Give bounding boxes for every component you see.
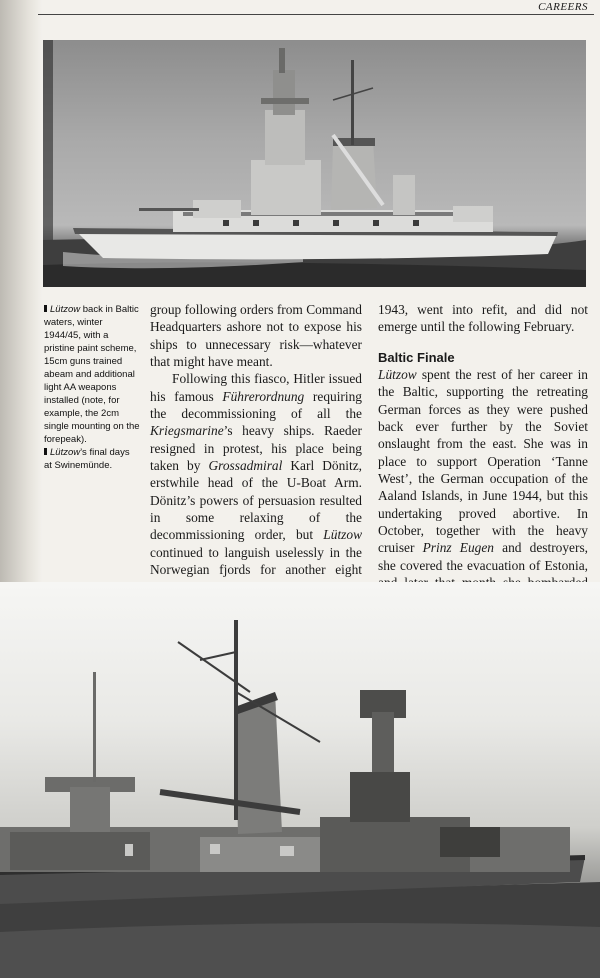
text-run: continued to languish uselessly in the Norwegian fjords for another eight	[150, 544, 362, 578]
caption-bullet-icon	[44, 305, 47, 312]
caption-text: back in Baltic waters, winter 1944/45, with a pristine paint scheme, 15cm guns trained abeam and additional light AA weapons installed (note, for example, the 2cm single mounting on the forepeak).	[44, 304, 140, 445]
text-run: and destroyers, she covered the evacuation of Estonia,	[378, 540, 589, 573]
text-run: Following this fiasco, Hitler issued his famous	[150, 371, 362, 404]
body-paragraph-2-continued: 1943, went into refit, and did not emerge until the following February.	[378, 302, 588, 335]
caption-text: ’s final days at Swinemünde.	[44, 447, 130, 471]
text-run-italic: Grossadmiral	[208, 458, 283, 474]
running-head: CAREERS	[538, 1, 588, 13]
caption-paragraph-1	[44, 303, 140, 446]
body-paragraph-2	[150, 370, 362, 613]
text-run-italic: Kriegsmarine	[150, 423, 224, 439]
ship-photo-top-drawing	[43, 40, 586, 287]
caption-bullet-icon	[44, 448, 47, 455]
caption-ship-name: Lützow	[50, 447, 81, 458]
text-run: spent the rest of her career in the Baltic, supporting the retreating German forces as they were pushed back ever further by the Soviet onslaught from the east. She was in place to support Operation ‘Tanne West’, the German occupation of the Aaland Islands, in June 1944, but this undertaking proved abortive. In October, together with the heavy cruiser	[378, 367, 588, 556]
ship-photo-bottom	[0, 582, 600, 978]
text-run-italic: Lützow	[323, 527, 362, 543]
body-paragraph-3	[378, 366, 588, 609]
caption-ship-name: Lützow	[50, 304, 81, 315]
text-run-italic: Prinz Eugen	[422, 540, 494, 556]
text-run-italic: Führerordnung	[222, 388, 305, 404]
header-rule	[38, 14, 594, 15]
body-column-2	[378, 301, 588, 609]
body-paragraph-1: group following orders from Command Headquarters ashore not to expose his ships to unnecessary risk—whatever that might have meant.	[150, 302, 362, 370]
text-run: Karl Dönitz, erstwhile head of the U-Boat Arm. Dönitz’s powers of persuasion resulted in some relaxing of the decommissioning order, but	[150, 458, 362, 543]
section-heading: Baltic Finale	[378, 349, 455, 365]
photo-caption	[44, 303, 140, 472]
caption-paragraph-2	[44, 446, 140, 472]
ship-photo-bottom-drawing	[0, 582, 600, 978]
text-run: requiring the decommissioning of all the	[150, 388, 362, 422]
body-column-1	[150, 301, 362, 613]
text-run-italic: Lützow	[378, 367, 417, 383]
text-run: ’s heavy ships. Raeder resigned in protest, his place being taken by	[150, 423, 362, 474]
ship-photo-top	[43, 40, 586, 287]
